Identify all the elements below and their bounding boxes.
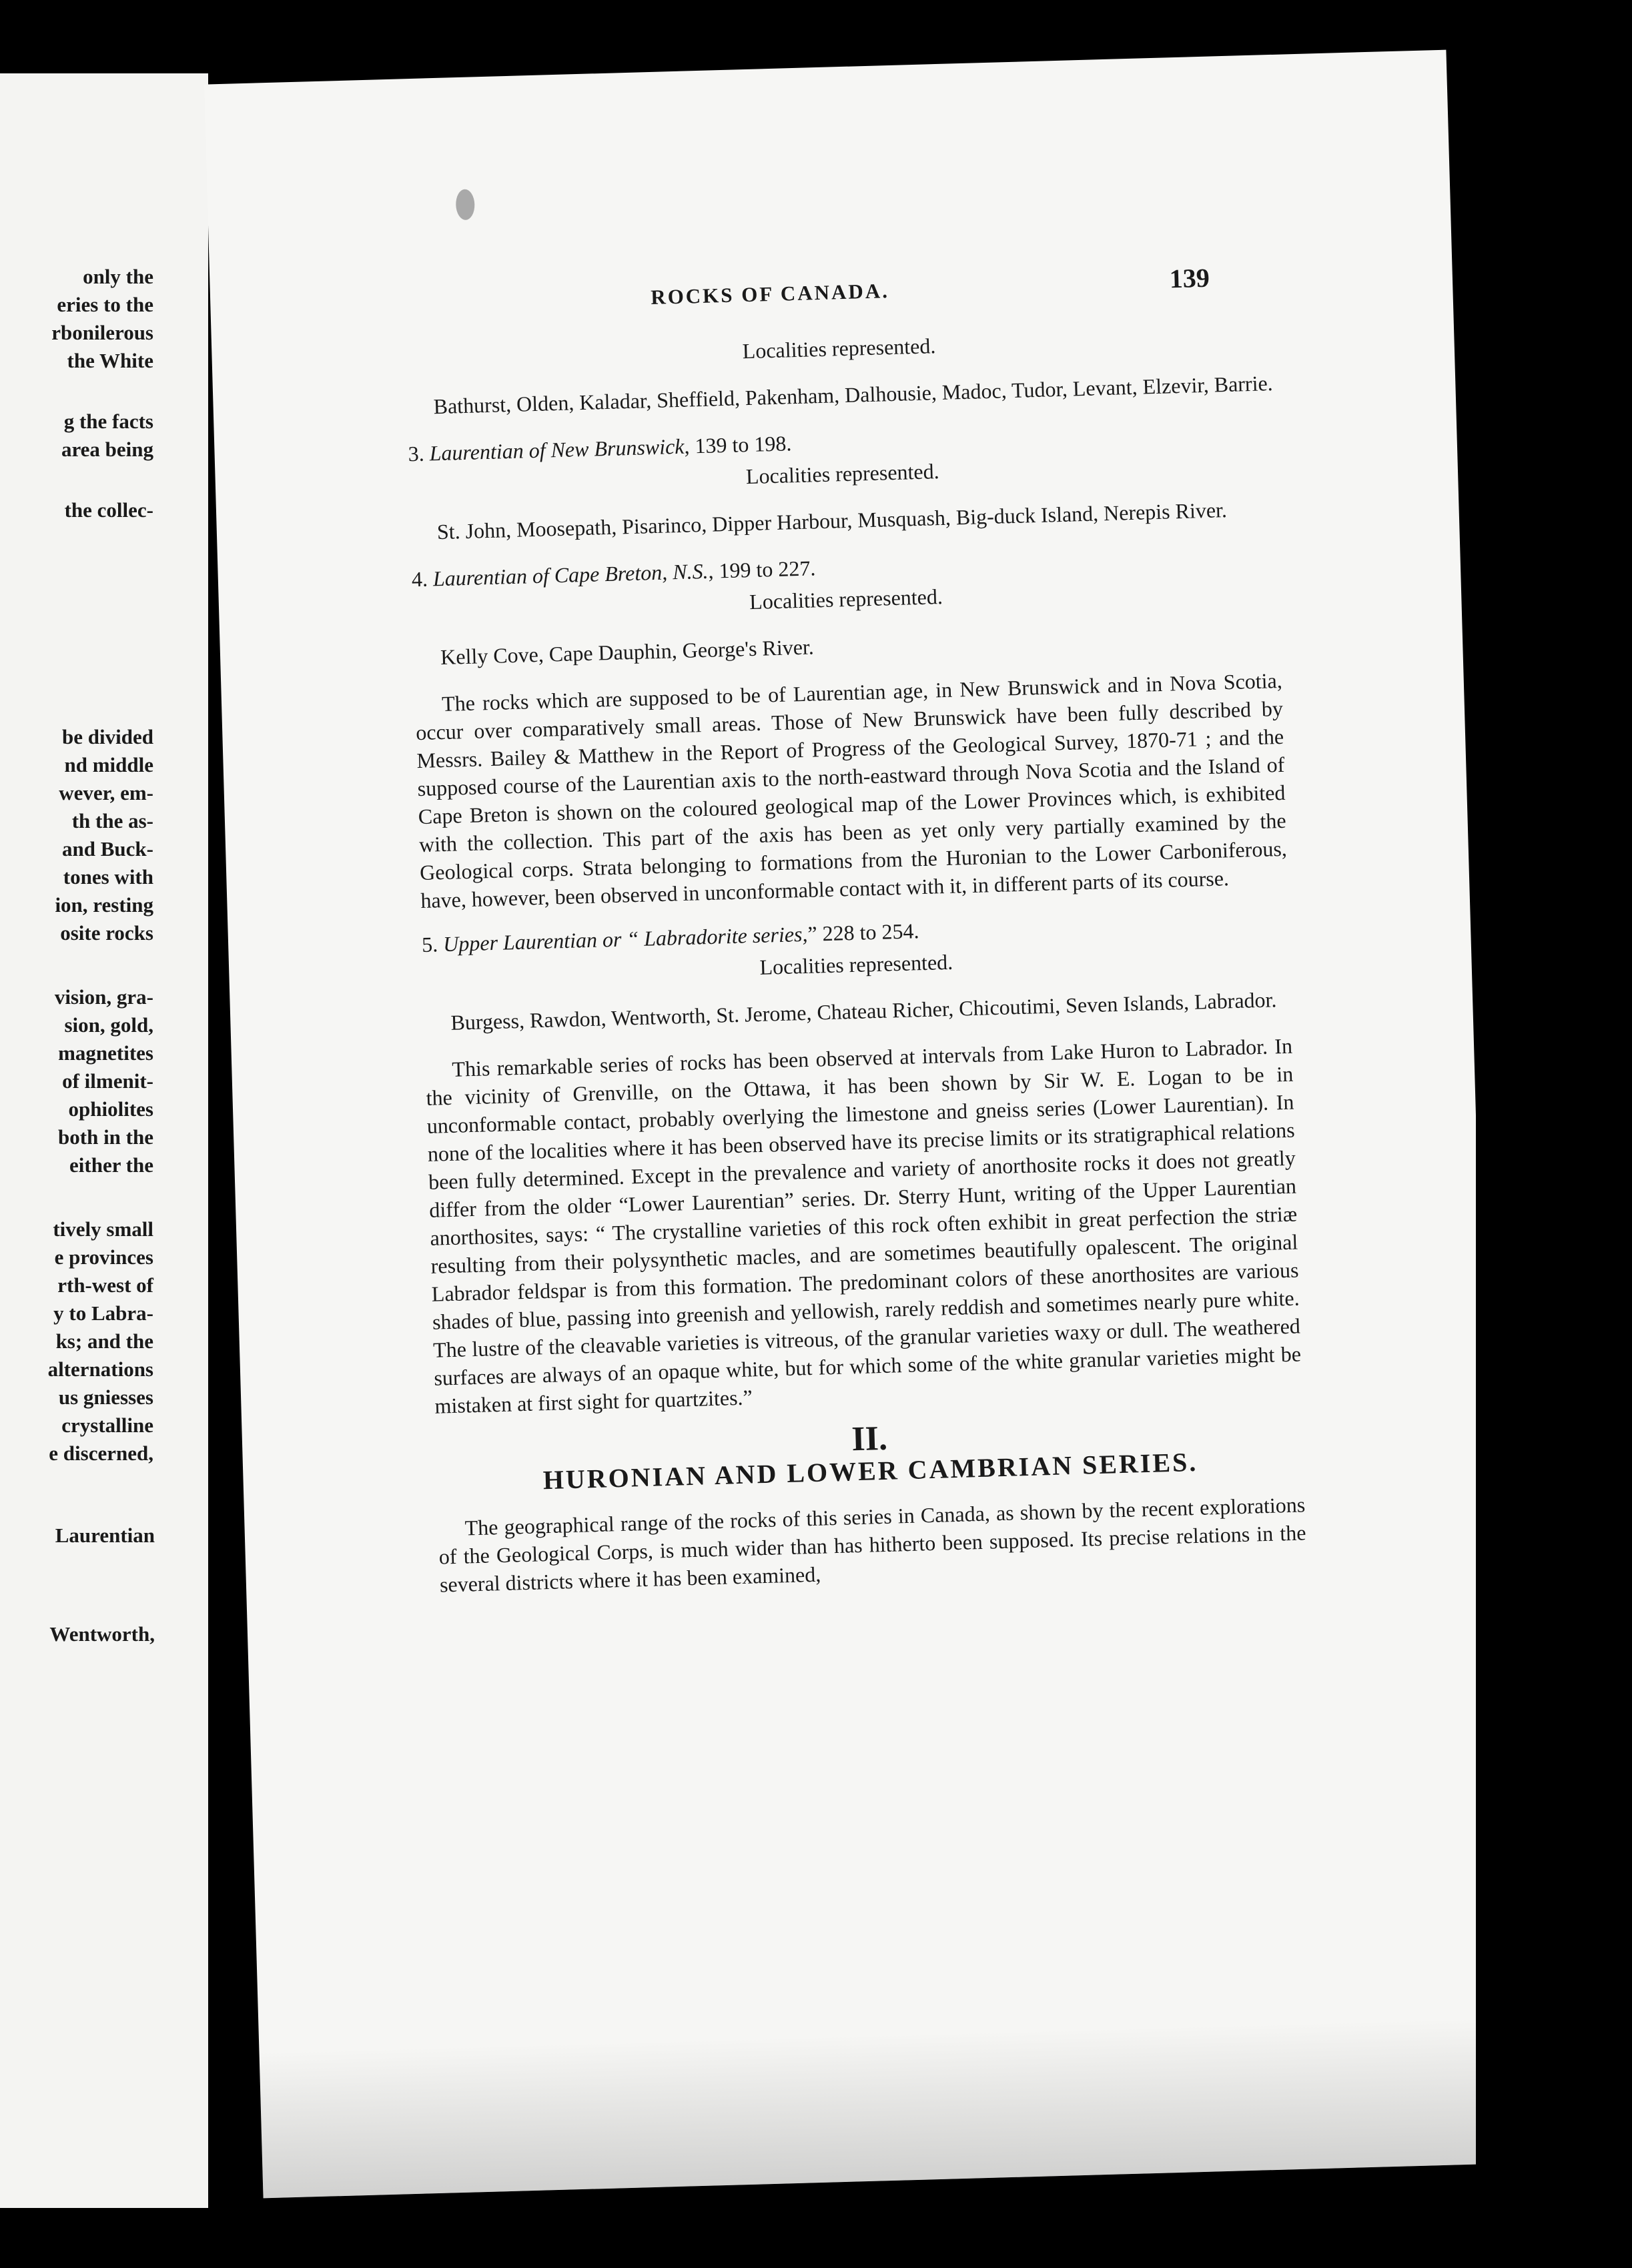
left-facing-page	[0, 73, 208, 2208]
item-title: Laurentian of Cape Breton, N.S.	[432, 558, 709, 591]
item-number: 5.	[421, 932, 438, 957]
localities-list-s3: St. John, Moosepath, Pisarinco, Dipper Harbour, Musquash, Big-duck Island, Nerepis River.	[436, 498, 1228, 544]
left-page-line: g the facts	[63, 410, 153, 433]
left-page-line: both in the	[58, 1125, 153, 1149]
left-page-line: y to Labra-	[53, 1301, 153, 1325]
scan-border	[1476, 0, 1632, 2268]
left-page-line: eries to the	[57, 293, 153, 316]
item-number: 4.	[411, 566, 428, 592]
left-page-line: and Buck-	[62, 837, 153, 861]
left-page-line: vision, gra-	[54, 985, 153, 1009]
section-title: HURONIAN AND LOWER CAMBRIAN SERIES.	[542, 1446, 1198, 1496]
left-page-line: magnetites	[58, 1041, 153, 1065]
left-page-line: area being	[61, 438, 153, 461]
item-number: 3.	[408, 441, 425, 466]
item-range: ” 228 to 254.	[807, 919, 919, 946]
left-page-line: sion, gold,	[64, 1013, 153, 1037]
item-title: Laurentian of New Brunswick	[429, 434, 685, 466]
paragraph-labradorite: This remarkable series of rocks has been observed at intervals from Lake Huron to Labrador. In the vicinity of Grenville, on the Ottawa, it has been shown by Sir W. E. Logan to be in unconformable contact, probably overlying the limestone and gneiss series (Lower Laurentian). In none of the localities where it has been observed have its precise limits or its stratigraphical relations been fully determined. Except in the prevalence and variety of anorthosite rocks it does not greatly differ from the older “Lower Laurentian” series. Dr. Sterry Hunt, writing of the Upper Laurentian anorthosites, says: “ The crystalline varieties of this rock often exhibit in great perfection the striæ resulting from their polysynthetic macles, and are sometimes beautifully opalescent. The original Labrador feldspar is from this formation. The predominant colors of these anorthosites are various shades of blue, passing into greenish and yellowish, rarely reddish and sometimes nearly pure white. The lustre of the cleavable varieties is vitreous, of the granular varieties waxy or dull. The weathered surfaces are always of an opaque white, but for which some of the white granular varieties might be mistaken at first sight for quartzites.”	[426, 1033, 1302, 1418]
paragraph-new-brunswick: The rocks which are supposed to be of Laurentian age, in New Brunswick and in Nova Scotia, occur over comparatively small areas. Those of New Brunswick have been fully described by Messrs. Bailey & Matthew in the Report of Progress of the Geological Survey, 1870-71 ; and the supposed course of the Laurentian axis to the north-eastward through Nova Scotia and the Island of Cape Breton is shown on the coloured geological map of the Lower Provinces which, is exhibited with the collection. This part of the axis has been as yet only very partially examined by the Geological corps. Strata belonging to formations from the Huronian to the Lower Carboniferous, have, however, been observed in unconformable contact with it, in different parts of its course.	[415, 668, 1288, 913]
section-numeral: II.	[851, 1419, 888, 1459]
left-page-line: be divided	[62, 725, 153, 748]
right-page	[204, 50, 1505, 2199]
item-range: , 139 to 198.	[683, 431, 792, 458]
left-page-line: of ilmenit-	[62, 1069, 153, 1093]
localities-heading: Localities represented.	[749, 584, 943, 614]
left-page-line: either the	[69, 1153, 153, 1177]
running-title: ROCKS OF CANADA.	[650, 279, 890, 310]
localities-heading: Localities represented.	[745, 459, 940, 489]
page-number: 139	[1169, 262, 1210, 294]
left-page-line: wever, em-	[59, 781, 153, 804]
left-page-line: tones with	[63, 865, 153, 889]
left-page-line: ks; and the	[55, 1329, 153, 1353]
left-page-line: e discerned,	[49, 1442, 153, 1465]
left-page-line: Wentworth,	[49, 1622, 155, 1646]
left-page-line: tively small	[53, 1217, 153, 1241]
left-page-line: rbonilerous	[51, 321, 153, 344]
left-page-line: Laurentian	[55, 1524, 155, 1547]
item-title: Upper Laurentian or “ Labradorite series,	[442, 921, 808, 957]
page-body	[405, 318, 1308, 1615]
left-page-line: ion, resting	[55, 893, 153, 917]
localities-list-s4: Kelly Cove, Cape Dauphin, George's River.	[440, 634, 815, 670]
left-page-line: osite rocks	[60, 921, 153, 945]
left-page-line: alternations	[47, 1357, 153, 1381]
left-page-line: only the	[83, 265, 153, 288]
paragraph-huronian: The geographical range of the rocks of this series in Canada, as shown by the recent explorations of the Geological Corps, is much wider than has hitherto been supposed. Its precise relations in the several districts where it has been examined,	[438, 1492, 1306, 1597]
ink-stain	[456, 189, 475, 220]
left-page-line: th the as-	[71, 809, 153, 832]
localities-heading: Localities represented.	[742, 334, 936, 364]
localities-heading: Localities represented.	[759, 949, 953, 979]
left-page-line: ophiolites	[68, 1097, 153, 1121]
left-page-line: rth-west of	[57, 1273, 153, 1297]
left-page-line: crystalline	[61, 1413, 153, 1437]
left-page-line: e provinces	[54, 1245, 153, 1269]
left-page-line: us gniesses	[58, 1385, 153, 1409]
localities-list-s2: Bathurst, Olden, Kaladar, Sheffield, Pakenham, Dalhousie, Madoc, Tudor, Levant, Elzevir, Barrie.	[433, 371, 1274, 419]
left-page-line: the White	[67, 349, 153, 372]
left-page-line: the collec-	[64, 498, 153, 522]
item-range: , 199 to 227.	[707, 556, 816, 583]
localities-list-s5: Burgess, Rawdon, Wentworth, St. Jerome, Chateau Richer, Chicoutimi, Seven Islands, Labrador.	[450, 987, 1277, 1035]
left-page-line: nd middle	[64, 753, 153, 776]
